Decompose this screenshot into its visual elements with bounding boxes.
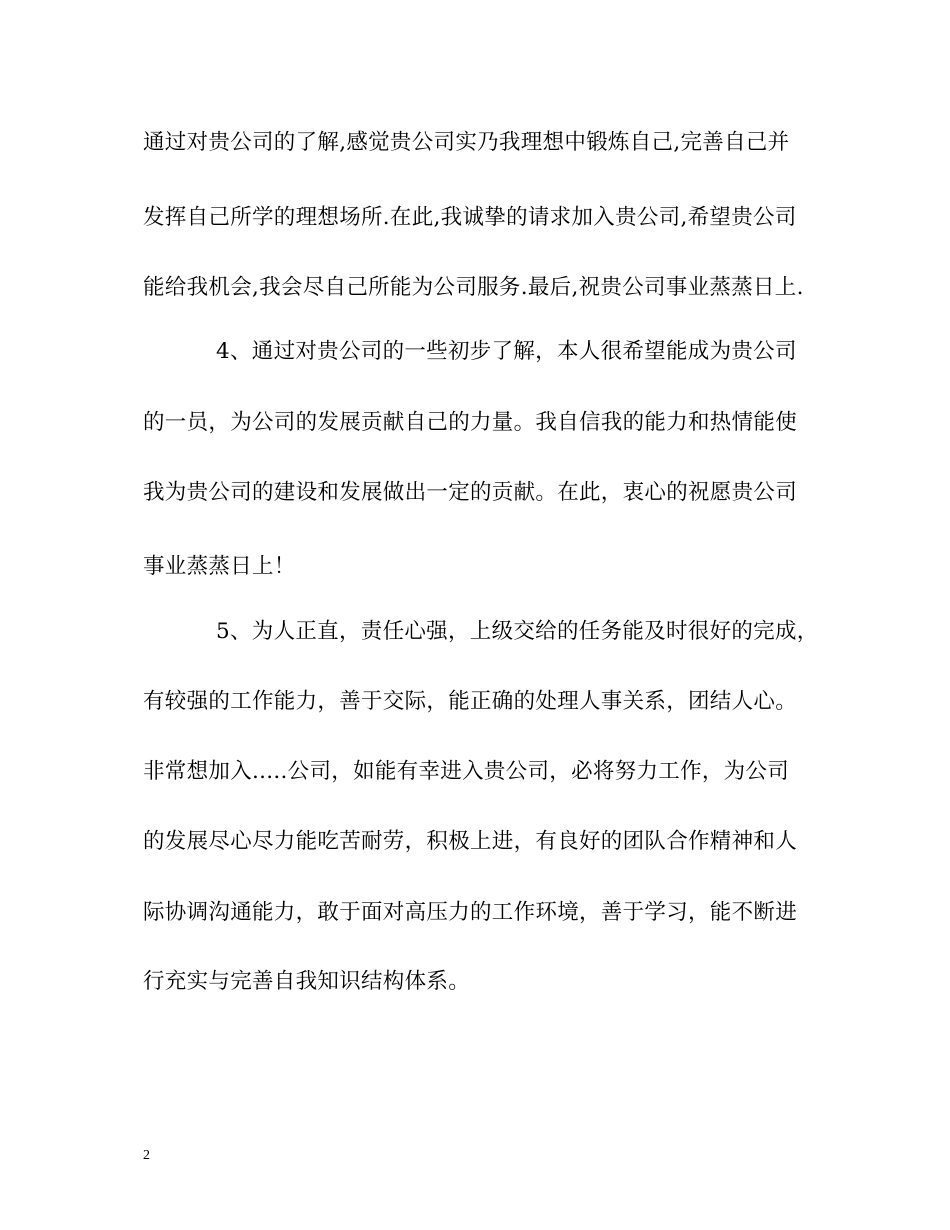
paragraph-line: 我为贵公司的建设和发展做出一定的贡献。在此，衷心的祝愿贵公司 bbox=[143, 480, 798, 505]
paragraph-line: 非常想加入.....公司，如能有幸进入贵公司，必将努力工作，为公司 bbox=[143, 759, 790, 784]
paragraph-line: 事业蒸蒸日上！ bbox=[143, 554, 296, 579]
page-number: 2 bbox=[143, 1148, 150, 1163]
paragraph-line: 发挥自己所学的理想场所.在此,我诚挚的请求加入贵公司,希望贵公司 bbox=[143, 205, 797, 230]
paragraph-line: 行充实与完善自我知识结构体系。 bbox=[143, 969, 471, 994]
paragraph-line: 际协调沟通能力，敢于面对高压力的工作环境，善于学习，能不断进 bbox=[143, 900, 798, 925]
paragraph-line: 通过对贵公司的了解,感觉贵公司实乃我理想中锻炼自己,完善自己并 bbox=[143, 130, 790, 155]
paragraph-line: 4、通过对贵公司的一些初步了解，本人很希望能成为贵公司 bbox=[216, 339, 797, 364]
paragraph-line: 有较强的工作能力，善于交际，能正确的处理人事关系，团结人心。 bbox=[143, 689, 798, 714]
paragraph-line: 5、为人正直，责任心强，上级交给的任务能及时很好的完成， bbox=[216, 619, 819, 644]
paragraph-line: 的发展尽心尽力能吃苦耐劳，积极上进，有良好的团队合作精神和人 bbox=[143, 829, 798, 854]
paragraph-line: 能给我机会,我会尽自己所能为公司服务.最后,祝贵公司事业蒸蒸日上. bbox=[143, 275, 804, 300]
paragraph-line: 的一员，为公司的发展贡献自己的力量。我自信我的能力和热情能使 bbox=[143, 410, 798, 435]
